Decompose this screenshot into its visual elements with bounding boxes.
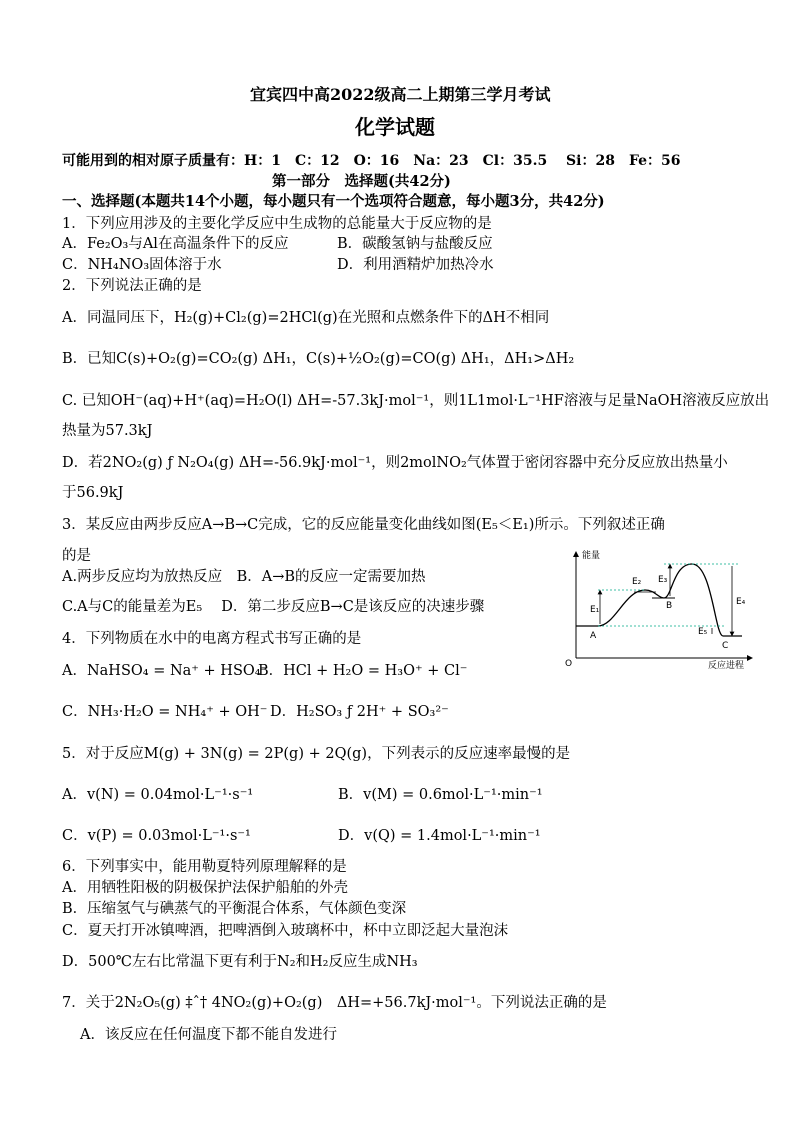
question-4-stem: 4．下列物质在水中的电离方程式书写正确的是 — [62, 631, 362, 647]
question-2-option-c-line1: C. 已知OH⁻(aq)+H⁺(aq)=H₂O(l) ΔH=-57.3kJ·mol⁻¹，则1L1mol·L⁻¹HF溶液与足量NaOH溶液反应放出 — [62, 393, 770, 409]
question-1-option-d: D．利用酒精炉加热冷水 — [337, 257, 494, 273]
question-5-option-a: A．v(N) = 0.04mol·L⁻¹·s⁻¹ — [62, 787, 254, 803]
diagram-x-label: 反应进程 — [708, 661, 745, 670]
question-5-option-c: C．v(P) = 0.03mol·L⁻¹·s⁻¹ — [62, 828, 251, 844]
point-a-label: A — [590, 631, 597, 641]
question-4-option-d: D．H₂SO₃ ƒ 2H⁺ + SO₃²⁻ — [270, 704, 449, 720]
exam-title: 宜宾四中高2022级高二上期第三学月考试 — [250, 85, 551, 104]
question-3-option-cd: C.A与C的能量差为E₅ D．第二步反应B→C是该反应的决速步骤 — [62, 599, 485, 615]
question-2-stem: 2．下列说法正确的是 — [62, 278, 202, 294]
question-1-option-a: A．Fe₂O₃与Al在高温条件下的反应 — [62, 236, 289, 252]
subject-title: 化学试题 — [355, 115, 435, 139]
part-title: 第一部分 选择题(共42分) — [272, 173, 451, 190]
question-2-option-a: A．同温同压下，H₂(g)+Cl₂(g)=2HCl(g)在光照和点燃条件下的ΔH不相同 — [62, 310, 550, 326]
question-6-option-d: D．500℃左右比常温下更有利于N₂和H₂反应生成NH₃ — [62, 954, 418, 970]
question-5-stem: 5．对于反应M(g) + 3N(g) = 2P(g) + 2Q(g)，下列表示的反应速率最慢的是 — [62, 746, 571, 762]
question-1-option-b: B．碳酸氢钠与盐酸反应 — [337, 236, 493, 252]
question-7-stem: 7．关于2N₂O₅(g) ‡ˆ† 4NO₂(g)+O₂(g) ΔH=+56.7kJ·mol⁻¹。下列说法正确的是 — [62, 995, 607, 1011]
question-7-option-a: A．该反应在任何温度下都不能自发进行 — [80, 1027, 337, 1043]
question-3-stem-line1: 3．某反应由两步反应A→B→C完成，它的反应能量变化曲线如图(E₅＜E₁)所示。下列叙述正确 — [62, 517, 665, 533]
atomic-masses: 可能用到的相对原子质量有：H：1 C：12 O：16 Na：23 Cl：35.5 Si：28 Fe：56 — [62, 153, 681, 169]
e3-label: E₃ — [658, 575, 668, 585]
question-4-option-c: C．NH₃·H₂O = NH₄⁺ + OH⁻ — [62, 704, 268, 720]
question-6-option-b: B．压缩氢气与碘蒸气的平衡混合体系，气体颜色变深 — [62, 901, 407, 917]
question-2-option-c-line2: 热量为57.3kJ — [62, 423, 153, 439]
question-5-option-b: B．v(M) = 0.6mol·L⁻¹·min⁻¹ — [338, 787, 543, 803]
point-b-label: B — [666, 601, 673, 611]
question-6-stem: 6．下列事实中，能用勒夏特列原理解释的是 — [62, 859, 347, 875]
e4-label: E₄ — [736, 597, 746, 607]
diagram-y-label: 能量 — [582, 551, 601, 561]
energy-diagram — [560, 548, 760, 670]
question-2-option-b: B．已知C(s)+O₂(g)=CO₂(g) ΔH₁，C(s)+½O₂(g)=CO(g) ΔH₁，ΔH₁>ΔH₂ — [62, 351, 575, 367]
diagram-origin: O — [565, 659, 573, 669]
section-title: 一、选择题(本题共14个小题，每小题只有一个选项符合题意，每小题3分，共42分) — [62, 193, 605, 210]
question-2-option-d-line1: D．若2NO₂(g) ƒ N₂O₄(g) ΔH=-56.9kJ·mol⁻¹，则2molNO₂气体置于密闭容器中充分反应放出热量小 — [62, 455, 728, 471]
e2-label: E₂ — [632, 577, 642, 587]
question-2-option-d-line2: 于56.9kJ — [62, 485, 124, 501]
question-1-option-c: C．NH₄NO₃固体溶于水 — [62, 257, 222, 273]
question-1-stem: 1．下列应用涉及的主要化学反应中生成物的总能量大于反应物的是 — [62, 216, 492, 232]
e1-label: E₁ — [590, 605, 600, 615]
point-c-label: C — [722, 641, 729, 651]
question-4-option-a: A．NaHSO₄ = Na⁺ + HSO₄⁻ — [62, 663, 269, 679]
question-5-option-d: D．v(Q) = 1.4mol·L⁻¹·min⁻¹ — [338, 828, 541, 844]
question-4-option-b: B．HCl + H₂O = H₃O⁺ + Cl⁻ — [258, 663, 468, 679]
e5-label: E₅ — [698, 627, 708, 637]
question-6-option-c: C．夏天打开冰镇啤酒，把啤酒倒入玻璃杯中，杯中立即泛起大量泡沫 — [62, 923, 509, 939]
question-6-option-a: A．用牺牲阳极的阴极保护法保护船舶的外壳 — [62, 880, 348, 896]
question-3-stem-line2: 的是 — [62, 548, 91, 564]
question-3-option-ab: A.两步反应均为放热反应 B．A→B的反应一定需要加热 — [62, 569, 426, 585]
